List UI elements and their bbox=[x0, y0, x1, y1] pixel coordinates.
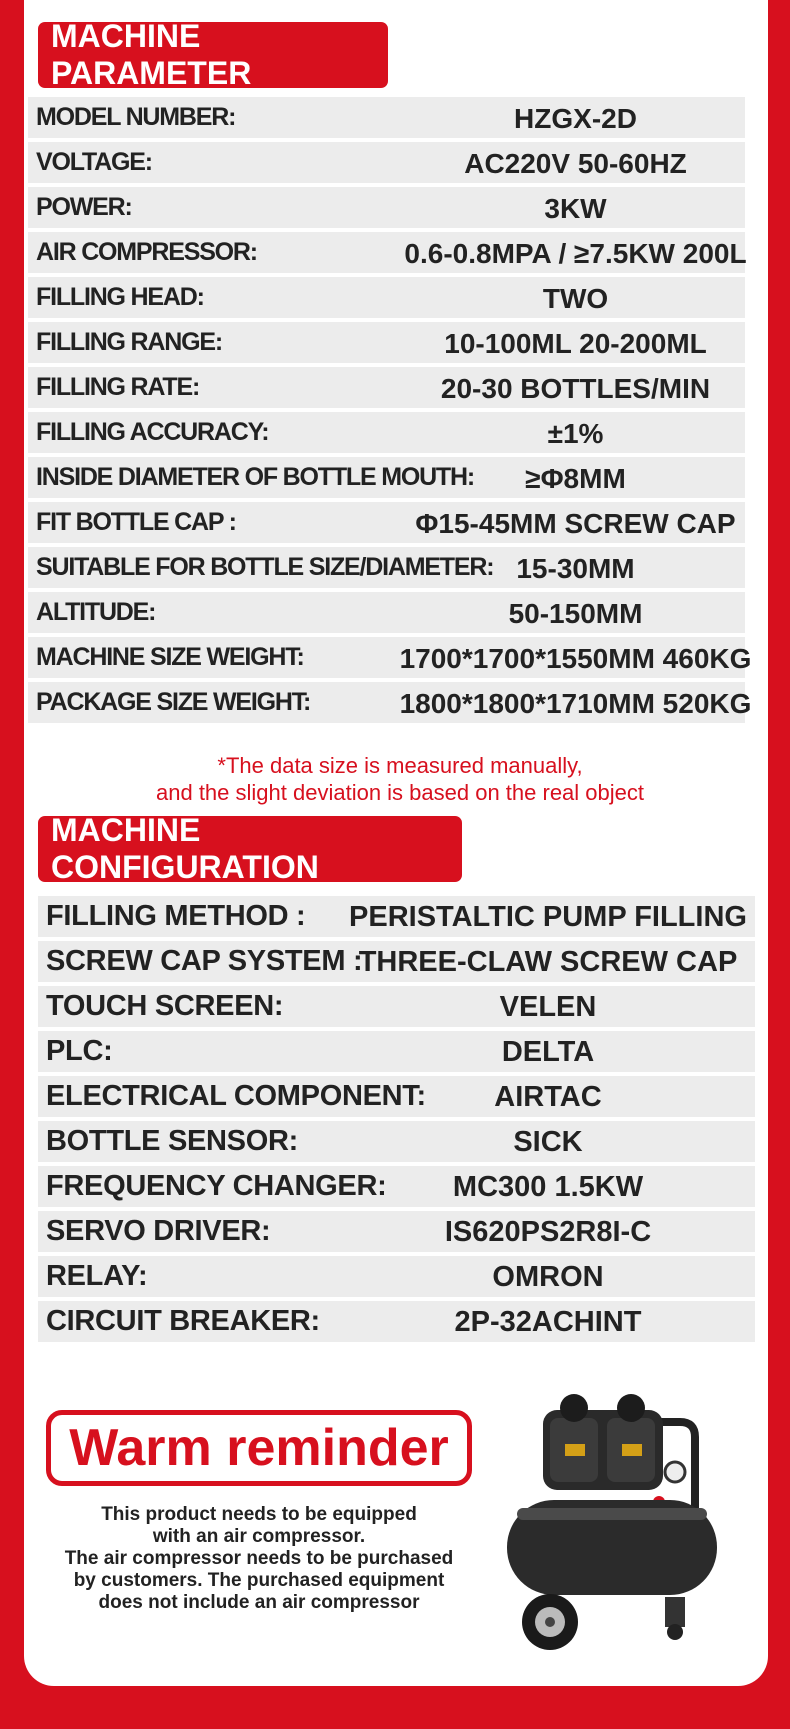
row-label: TOUCH SCREEN: bbox=[46, 990, 284, 1022]
table-row bbox=[28, 187, 745, 228]
row-label: BOTTLE SENSOR: bbox=[46, 1125, 298, 1157]
table-row bbox=[28, 277, 745, 318]
row-value: 1800*1800*1710MM 520KG bbox=[399, 688, 752, 719]
table-row bbox=[38, 986, 755, 1027]
row-label: FILLING RANGE: bbox=[36, 328, 222, 356]
row-label: CIRCUIT BREAKER: bbox=[46, 1305, 320, 1337]
row-label: FILLING RATE: bbox=[36, 373, 200, 401]
air-compressor-icon bbox=[495, 1392, 735, 1657]
reminder-line: This product needs to be equipped bbox=[101, 1504, 417, 1525]
row-label: SUITABLE FOR BOTTLE SIZE/DIAMETER: bbox=[36, 553, 494, 581]
row-label: FIT BOTTLE CAP : bbox=[36, 508, 236, 536]
row-label: INSIDE DIAMETER OF BOTTLE MOUTH: bbox=[36, 463, 474, 491]
row-value: 50-150MM bbox=[508, 598, 643, 629]
table-row bbox=[38, 1076, 755, 1117]
row-value: 2P-32ACHINT bbox=[454, 1306, 642, 1338]
row-value: AIRTAC bbox=[494, 1081, 602, 1113]
table-row bbox=[28, 97, 745, 138]
reminder-line: by customers. The purchased equipment bbox=[73, 1570, 445, 1591]
row-label: FILLING HEAD: bbox=[36, 283, 204, 311]
row-label: AIR COMPRESSOR: bbox=[36, 238, 257, 266]
table-row bbox=[28, 142, 745, 183]
row-label: MODEL NUMBER: bbox=[36, 103, 236, 131]
row-label: ALTITUDE: bbox=[36, 598, 156, 626]
row-value: 0.6-0.8MPA / ≥7.5KW 200L bbox=[404, 238, 747, 269]
table-row bbox=[28, 502, 745, 543]
note-line-1: *The data size is measured manually, bbox=[217, 753, 583, 778]
table-row bbox=[38, 1166, 755, 1207]
reminder-line: does not include an air compressor bbox=[98, 1592, 420, 1613]
table-row bbox=[28, 457, 745, 498]
warm-reminder-text bbox=[46, 1504, 472, 1614]
table-row bbox=[38, 1211, 755, 1252]
row-label: SERVO DRIVER: bbox=[46, 1215, 271, 1247]
row-value: AC220V 50-60HZ bbox=[464, 148, 687, 179]
row-value: SICK bbox=[513, 1126, 583, 1158]
table-row bbox=[28, 322, 745, 363]
row-value: VELEN bbox=[499, 991, 597, 1023]
table-row bbox=[28, 412, 745, 453]
table-row bbox=[28, 547, 745, 588]
row-label: FILLING ACCURACY: bbox=[36, 418, 269, 446]
row-value: IS620PS2R8I-C bbox=[444, 1216, 652, 1248]
row-value: 15-30MM bbox=[516, 553, 635, 584]
note-line-2: and the slight deviation is based on the real object bbox=[156, 780, 644, 805]
row-label: SCREW CAP SYSTEM : bbox=[46, 945, 363, 977]
row-value: PERISTALTIC PUMP FILLING bbox=[349, 901, 747, 933]
machine-parameter-table bbox=[28, 97, 752, 727]
reminder-line: The air compressor needs to be purchased bbox=[64, 1548, 454, 1569]
row-value: Φ15-45MM SCREW CAP bbox=[415, 508, 736, 539]
row-value: MC300 1.5KW bbox=[452, 1171, 644, 1203]
machine-parameter-heading: MACHINE PARAMETER bbox=[38, 22, 388, 88]
row-label: ELECTRICAL COMPONENT: bbox=[46, 1080, 426, 1112]
row-label: FILLING METHOD : bbox=[46, 900, 306, 932]
row-label: RELAY: bbox=[46, 1260, 148, 1292]
reminder-line: with an air compressor. bbox=[152, 1526, 366, 1547]
row-value: 1700*1700*1550MM 460KG bbox=[399, 643, 752, 674]
table-row bbox=[38, 1256, 755, 1297]
row-label: PLC: bbox=[46, 1035, 113, 1067]
table-row bbox=[28, 232, 745, 273]
row-value: THREE-CLAW SCREW CAP bbox=[358, 946, 738, 978]
table-row bbox=[38, 1121, 755, 1162]
table-row bbox=[28, 367, 745, 408]
row-value: DELTA bbox=[501, 1036, 595, 1068]
table-row bbox=[28, 637, 752, 678]
row-label: MACHINE SIZE WEIGHT: bbox=[36, 643, 304, 671]
row-value: OMRON bbox=[492, 1261, 604, 1293]
table-row bbox=[28, 682, 752, 723]
table-row bbox=[38, 896, 755, 937]
machine-configuration-heading: MACHINE CONFIGURATION bbox=[38, 816, 462, 882]
machine-configuration-table bbox=[38, 896, 755, 1346]
row-value: ±1% bbox=[547, 418, 604, 449]
table-row bbox=[38, 941, 755, 982]
row-value: ≥Φ8MM bbox=[525, 463, 626, 494]
row-label: POWER: bbox=[36, 193, 132, 221]
row-value: HZGX-2D bbox=[514, 103, 637, 134]
row-label: VOLTAGE: bbox=[36, 148, 152, 176]
row-value: 3KW bbox=[544, 193, 607, 224]
warm-reminder-title: Warm reminder bbox=[46, 1410, 472, 1486]
table-row bbox=[38, 1031, 755, 1072]
row-label: FREQUENCY CHANGER: bbox=[46, 1170, 387, 1202]
row-value: 10-100ML 20-200ML bbox=[444, 328, 707, 359]
row-value: 20-30 BOTTLES/MIN bbox=[440, 373, 711, 404]
row-value: TWO bbox=[542, 283, 609, 314]
table-row bbox=[28, 592, 745, 633]
table-row bbox=[38, 1301, 755, 1342]
measurement-note bbox=[100, 752, 700, 806]
row-label: PACKAGE SIZE WEIGHT: bbox=[36, 688, 311, 716]
